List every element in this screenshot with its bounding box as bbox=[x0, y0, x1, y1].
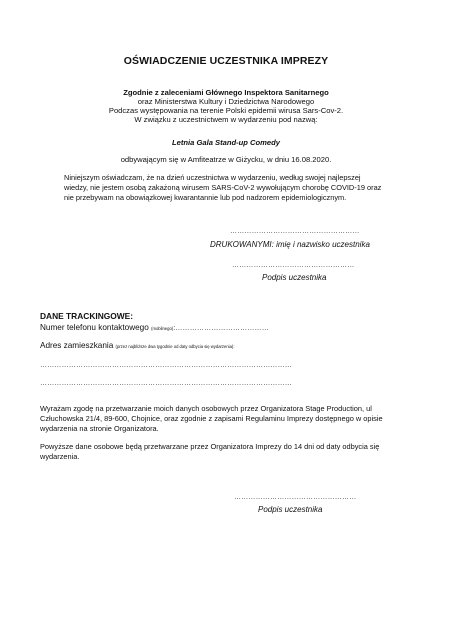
consent-line-2: Człuchowska 21/4, 89-600, Chojnice, oraz zgodnie z zapisami Regulaminu Imprezy dostępnego w opisie bbox=[40, 414, 383, 423]
phone-row bbox=[40, 323, 269, 332]
printed-name-label: DRUKOWANYMI: imię i nazwisko uczestnika bbox=[210, 240, 370, 249]
declaration-line-3: nie przebywam na obowiązkowej kwarantannie lub pod nadzorem epidemiologicznym. bbox=[64, 193, 347, 202]
phone-input-line[interactable]: :………………………………… bbox=[173, 325, 269, 332]
intro-line-4: W związku z uczestnictwem w wydarzeniu pod nazwą: bbox=[134, 115, 318, 124]
document-title: OŚWIADCZENIE UCZESTNIKA IMPREZY bbox=[123, 55, 329, 67]
intro-line-2: oraz Ministerstwa Kultury i Dziedzictwa Narodowego bbox=[137, 97, 315, 106]
address-label: Adres zamieszkania bbox=[40, 341, 114, 350]
tracking-heading: DANE TRACKINGOWE: bbox=[40, 311, 134, 321]
event-name: Letnia Gala Stand-up Comedy bbox=[171, 138, 280, 147]
name-dotted-line[interactable]: ……………………………………………… bbox=[230, 228, 360, 235]
address-input-line-1[interactable]: …………………………………………………………………………………………… bbox=[40, 362, 292, 369]
intro-line-3: Podczas występowania na terenie Polski epidemii wirusa Sars-Cov-2. bbox=[108, 106, 344, 115]
address-input-line-2[interactable]: …………………………………………………………………………………………… bbox=[40, 380, 292, 387]
final-signature-label: Podpis uczestnika bbox=[258, 505, 323, 514]
signature-label: Podpis uczestnika bbox=[262, 273, 327, 282]
consent-line-1: Wyrażam zgodę na przetwarzanie moich danych osobowych przez Organizatora Stage Production, ul bbox=[40, 404, 372, 413]
final-signature-dotted-line[interactable]: …………………………………………… bbox=[234, 494, 357, 501]
address-note: (przez najbliższe dwa tygodnie od daty odbycia się wydarzenia): bbox=[115, 344, 235, 349]
event-place: odbywającym się w Amfiteatrze w Giżycku, w dniu 16.08.2020. bbox=[120, 155, 332, 164]
declaration-line-2: wiedzy, nie jestem osobą zakażoną wirusem SARS-CoV-2 wywołującym chorobę COVID-19 oraz bbox=[64, 183, 382, 192]
phone-note: (mobilnego) bbox=[151, 326, 174, 331]
retention-line-1: Powyższe dane osobowe będą przetwarzane przez Organizatora Imprezy do 14 dni od daty odbycia się bbox=[40, 442, 380, 451]
phone-label: Numer telefonu kontaktowego bbox=[40, 323, 149, 332]
intro-line-1: Zgodnie z zaleceniami Głównego Inspektora Sanitarnego bbox=[123, 88, 329, 97]
signature-dotted-line[interactable]: …………………………………………… bbox=[232, 262, 355, 269]
consent-line-3: wydarzenia na stronie Organizatora. bbox=[40, 424, 159, 433]
address-row bbox=[40, 341, 235, 350]
retention-line-2: wydarzenia. bbox=[40, 452, 80, 461]
declaration-line-1: Niniejszym oświadczam, że na dzień uczestnictwa w wydarzeniu, według swojej najlepszej bbox=[64, 173, 361, 182]
